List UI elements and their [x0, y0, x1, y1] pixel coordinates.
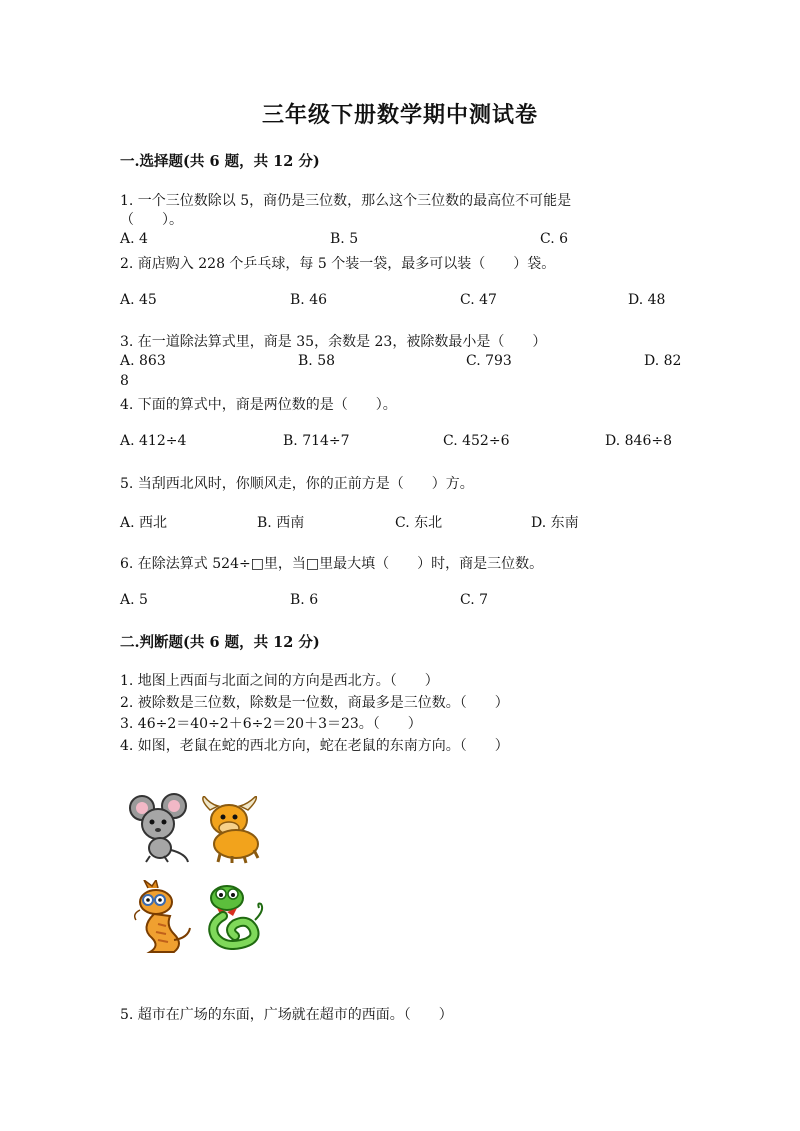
question-6-option-a: A. 5 — [120, 592, 148, 608]
question-3-stem: 3. 在一道除法算式里，商是 35，余数是 23，被除数最小是（ ） — [120, 334, 547, 350]
question-1-option-c: C. 6 — [540, 231, 569, 247]
question-5-option-a: A. 西北 — [120, 515, 168, 531]
judgement-2: 2. 被除数是三位数，除数是一位数，商最多是三位数。（ ） — [120, 695, 509, 711]
question-4-stem: 4. 下面的算式中，商是两位数的是（ ）。 — [120, 397, 397, 413]
question-2-stem: 2. 商店购入 228 个乒乓球，每 5 个装一袋，最多可以装（ ）袋。 — [120, 256, 556, 272]
question-5-stem: 5. 当刮西北风时，你顺风走，你的正前方是（ ）方。 — [120, 476, 474, 492]
question-1-stem: 1. 一个三位数除以 5，商仍是三位数，那么这个三位数的最高位不可能是 — [120, 193, 572, 209]
question-4-option-c: C. 452÷6 — [443, 433, 510, 449]
question-2-option-b: B. 46 — [290, 292, 328, 308]
question-4-option-b: B. 714÷7 — [283, 433, 350, 449]
question-6-stem: 6. 在除法算式 524÷□里，当□里最大填（ ）时，商是三位数。 — [120, 556, 544, 572]
judgement-3: 3. 46÷2＝40÷2＋6÷2＝20＋3＝23。（ ） — [120, 716, 422, 732]
question-4-option-d: D. 846÷8 — [605, 433, 672, 449]
question-2-option-c: C. 47 — [460, 292, 497, 308]
question-3-option-d-wrap: 8 — [120, 373, 129, 389]
question-1-option-b: B. 5 — [330, 231, 359, 247]
question-2-option-d: D. 48 — [628, 292, 666, 308]
question-3-option-b: B. 58 — [298, 353, 336, 369]
question-2-option-a: A. 45 — [120, 292, 157, 308]
judgement-5: 5. 超市在广场的东面，广场就在超市的西面。（ ） — [120, 1007, 453, 1023]
section-heading-choice: 一.选择题(共 6 题，共 12 分) — [120, 153, 320, 170]
question-5-option-c: C. 东北 — [395, 515, 443, 531]
question-5-option-d: D. 东南 — [531, 515, 579, 531]
section-heading-judgement: 二.判断题(共 6 题，共 12 分) — [120, 634, 320, 651]
dragon-icon — [130, 880, 194, 956]
judgement-1: 1. 地图上西面与北面之间的方向是西北方。（ ） — [120, 673, 439, 689]
question-5-option-b: B. 西南 — [257, 515, 305, 531]
question-3-option-d: D. 82 — [644, 353, 682, 369]
mouse-icon — [128, 792, 200, 864]
question-4-option-a: A. 412÷4 — [120, 433, 187, 449]
question-6-option-b: B. 6 — [290, 592, 319, 608]
question-1-option-a: A. 4 — [120, 231, 148, 247]
page-title: 三年级下册数学期中测试卷 — [261, 102, 538, 128]
question-3-option-c: C. 793 — [466, 353, 512, 369]
judgement-4: 4. 如图，老鼠在蛇的西北方向，蛇在老鼠的东南方向。（ ） — [120, 738, 509, 754]
snake-icon — [203, 880, 271, 950]
question-1-stem-cont: （ ）。 — [120, 212, 183, 228]
ox-icon — [196, 796, 268, 864]
question-6-option-c: C. 7 — [460, 592, 489, 608]
question-3-option-a: A. 863 — [120, 353, 166, 369]
